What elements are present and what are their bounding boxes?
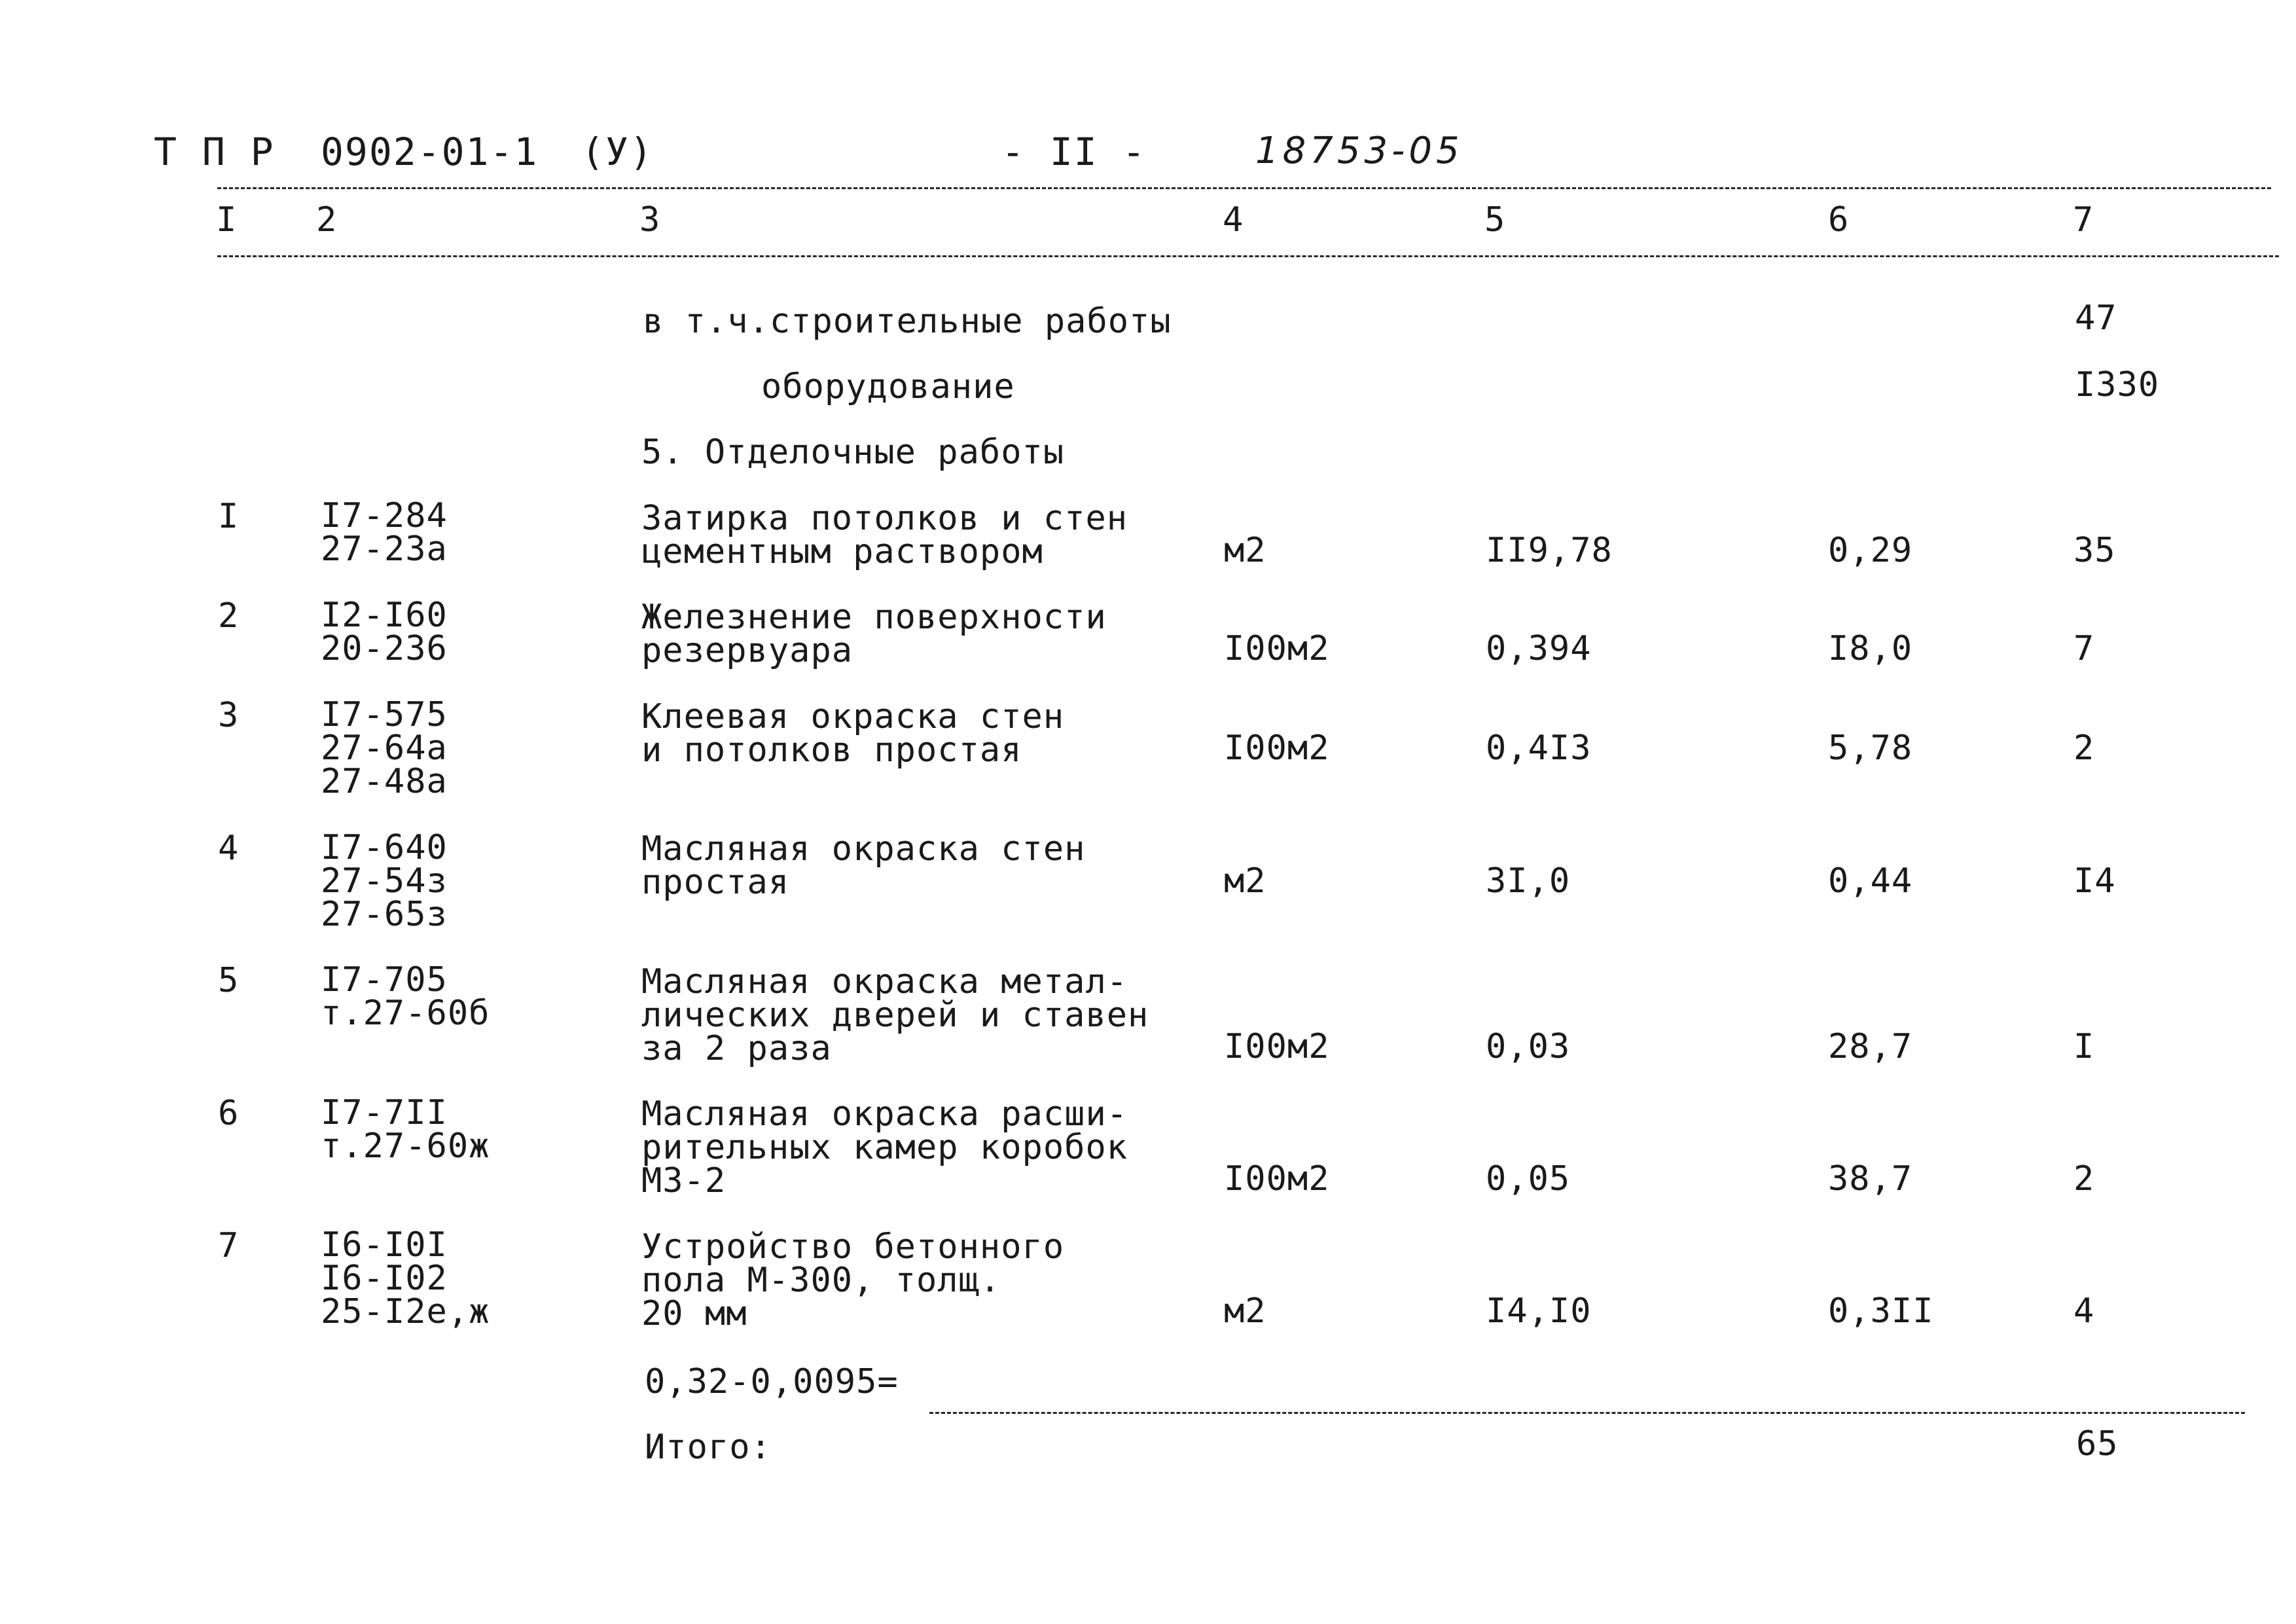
doc-number: 0902-01-1	[321, 130, 539, 174]
row-description-line: и потолков простая	[641, 731, 1022, 770]
row-price: 0,3II	[1828, 1291, 1934, 1331]
row-number: 5	[218, 961, 240, 1000]
row-total: I4	[2073, 861, 2116, 901]
column-header-2: 2	[316, 200, 338, 240]
row-code: 27-64а	[321, 729, 448, 768]
row-description-line: Железнение поверхности	[641, 598, 1107, 637]
row-description-line: простая	[641, 863, 790, 902]
row-quantity: 0,4I3	[1486, 729, 1592, 768]
row-price: 5,78	[1828, 729, 1913, 768]
row-description-line: Клеевая окраска стен	[641, 697, 1065, 736]
total-label: Итого:	[645, 1428, 772, 1467]
row-code: I7-705	[321, 960, 448, 1000]
row-description	[641, 1227, 1065, 1333]
row-code: 27-48а	[321, 762, 448, 801]
row-total: 35	[2073, 531, 2116, 570]
row-code: I7-575	[321, 695, 448, 734]
row-codes	[321, 695, 448, 801]
row-code: I7-640	[321, 828, 448, 867]
row-description	[641, 1094, 1128, 1200]
row-description-line: Устройство бетонного	[641, 1227, 1065, 1267]
column-header-5: 5	[1484, 200, 1506, 240]
row-code: I6-I0I	[321, 1225, 448, 1265]
row-description-line: рительных камер коробок	[641, 1128, 1128, 1167]
row-number: 7	[218, 1226, 240, 1265]
row-number: 6	[218, 1094, 240, 1133]
row-total: I	[2073, 1027, 2095, 1066]
formula-note: 0,32-0,0095=	[645, 1362, 899, 1401]
doc-suffix: (У)	[581, 130, 654, 174]
column-header-6: 6	[1828, 200, 1850, 240]
row-unit: I00м2	[1224, 729, 1330, 768]
column-header-7: 7	[2073, 200, 2094, 240]
row-number: 3	[218, 696, 240, 735]
row-code: т.27-60б	[321, 994, 490, 1033]
header-rule-top	[217, 187, 2271, 189]
row-price: 38,7	[1828, 1159, 1913, 1199]
row-code: т.27-60ж	[321, 1127, 490, 1166]
row-codes	[321, 596, 448, 668]
row-unit: м2	[1224, 531, 1266, 570]
row-description-line: лических дверей и ставен	[641, 996, 1149, 1035]
row-unit: м2	[1224, 1291, 1266, 1331]
row-total: 4	[2073, 1291, 2095, 1331]
subtotal-equipment-label: оборудование	[761, 367, 1015, 406]
column-header-4: 4	[1223, 200, 1244, 240]
row-codes	[321, 960, 490, 1033]
row-quantity: 0,05	[1486, 1159, 1571, 1199]
row-code: 27-65з	[321, 895, 448, 934]
row-number: I	[218, 497, 240, 536]
row-quantity: 0,394	[1486, 629, 1592, 668]
subtotal-equipment-value: I330	[2075, 365, 2160, 405]
row-description	[641, 499, 1128, 571]
row-description-line: за 2 раза	[641, 1029, 832, 1068]
row-number: 2	[218, 596, 240, 636]
row-description	[641, 697, 1065, 770]
row-quantity: 0,03	[1486, 1027, 1571, 1066]
row-code: 25-I2е,ж	[321, 1292, 490, 1331]
row-codes	[321, 828, 448, 934]
row-price: 0,29	[1828, 531, 1913, 570]
row-description-line: Масляная окраска расши-	[641, 1094, 1128, 1134]
row-description	[641, 962, 1149, 1068]
row-unit: I00м2	[1224, 1027, 1330, 1066]
column-header-1: I	[216, 200, 238, 240]
row-quantity: II9,78	[1486, 531, 1613, 570]
row-description-line: Масляная окраска метал-	[641, 962, 1128, 1001]
row-description-line: 20 мм	[641, 1294, 747, 1333]
row-description-line: Масляная окраска стен	[641, 829, 1086, 869]
subtotal-construction-value: 47	[2075, 298, 2117, 338]
row-codes	[321, 1093, 490, 1166]
row-code: I7-7II	[321, 1093, 448, 1132]
row-description	[641, 829, 1086, 902]
row-description-line: резервуара	[641, 631, 853, 670]
row-code: 20-236	[321, 629, 448, 668]
page-number: - II -	[1001, 130, 1147, 174]
row-number: 4	[218, 829, 240, 868]
row-quantity: I4,I0	[1486, 1291, 1592, 1331]
row-code: 27-23а	[321, 530, 448, 569]
row-unit: I00м2	[1224, 1159, 1330, 1199]
row-codes	[321, 1225, 490, 1331]
handwritten-doc-number: 18753-05	[1255, 130, 1463, 172]
total-value: 65	[2076, 1424, 2119, 1464]
row-description-line: Затирка потолков и стен	[641, 499, 1128, 538]
total-rule	[929, 1412, 2245, 1414]
row-code: I7-284	[321, 496, 448, 535]
row-code: I2-I60	[321, 596, 448, 635]
column-header-3: 3	[639, 200, 661, 240]
row-codes	[321, 496, 448, 569]
doc-code: Т П Р	[154, 130, 275, 174]
row-price: 28,7	[1828, 1027, 1913, 1066]
row-description	[641, 598, 1107, 670]
header-rule-bottom	[217, 255, 2279, 257]
row-code: I6-I02	[321, 1259, 448, 1298]
row-description-line: МЗ-2	[641, 1161, 726, 1200]
row-total: 2	[2073, 729, 2095, 768]
row-unit: I00м2	[1224, 629, 1330, 668]
row-total: 7	[2073, 629, 2095, 668]
row-description-line: цементным раствором	[641, 532, 1043, 571]
row-total: 2	[2073, 1159, 2095, 1199]
row-quantity: 3I,0	[1486, 861, 1571, 901]
row-price: I8,0	[1828, 629, 1913, 668]
row-unit: м2	[1224, 861, 1266, 901]
row-code: 27-54з	[321, 861, 448, 901]
subtotal-construction-label: в т.ч.строительные работы	[643, 302, 1172, 341]
row-price: 0,44	[1828, 861, 1913, 901]
row-description-line: пола М-300, толщ.	[641, 1261, 1001, 1300]
section-title: 5. Отделочные работы	[641, 433, 1065, 472]
